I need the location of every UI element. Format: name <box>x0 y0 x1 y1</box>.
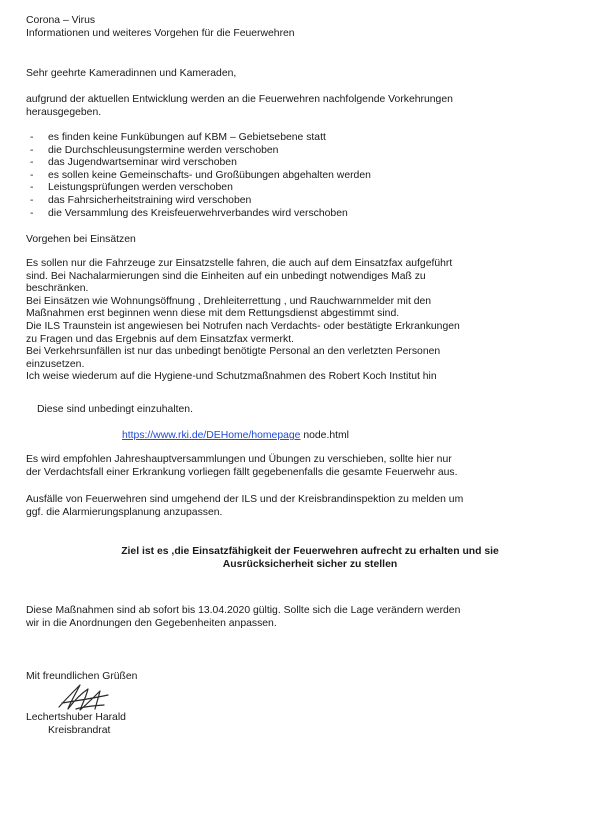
letter-header <box>26 15 596 40</box>
list-item-text: die Versammlung des Kreisfeuerwehrverbandes wird verschoben <box>48 207 348 219</box>
list-item <box>26 145 596 158</box>
body-line: Die ILS Traunstein ist angewiesen bei Notrufen nach Verdachts- oder bestätigte Erkrankungen <box>26 320 460 332</box>
body-line: beschränken. <box>26 283 89 295</box>
operations-paragraph <box>26 258 596 384</box>
body-line: Ich weise wiederum auf die Hygiene-und Schutzmaßnahmen des Robert Koch Institut hin <box>26 371 437 383</box>
validity-paragraph <box>26 605 596 630</box>
intro-line: aufgrund der aktuellen Entwicklung werden an die Feuerwehren nachfolgende Vorkehrungen <box>26 94 453 105</box>
body-line: sind. Bei Nachalarmierungen sind die Einheiten auf ein unbedingt notwendiges Maß zu <box>26 270 426 282</box>
intro-paragraph <box>26 94 596 119</box>
rki-link-line <box>122 430 522 443</box>
outages-paragraph <box>26 494 596 519</box>
list-item-text: das Jugendwartseminar wird verschoben <box>48 157 237 169</box>
bullet-dash: - <box>30 169 34 181</box>
body-line: Es wird empfohlen Jahreshauptversammlungen und Übungen zu verschieben, sollte hier nur <box>26 454 452 465</box>
bullet-dash: - <box>30 132 34 143</box>
list-item <box>26 195 596 208</box>
goal-line: Ausrücksicherheit sicher zu stellen <box>222 558 398 570</box>
list-item-text: die Durchschleusungstermine werden verschoben <box>48 144 279 156</box>
bullet-dash: - <box>30 144 34 156</box>
signature-block <box>26 712 596 737</box>
body-line: Ausfälle von Feuerwehren sind umgehend der ILS und der Kreisbrandinspektion zu melden um <box>26 494 464 505</box>
list-item <box>26 132 596 145</box>
must-comply-text: Diese sind unbedingt einzuhalten. <box>37 404 193 415</box>
goal-line: Ziel ist es ,die Einsatzfähigkeit der Feuerwehren aufrecht zu erhalten und sie <box>121 546 499 557</box>
body-line: Bei Verkehrsunfällen ist nur das unbedingt benötigte Personal an den verletzten Personen <box>26 346 441 358</box>
section-heading <box>26 234 596 247</box>
link-suffix: node.html <box>300 430 349 441</box>
must-comply <box>37 404 607 417</box>
handwritten-signature <box>56 679 112 715</box>
body-line: Bei Einsätzen wie Wohnungsöffnung , Drehleiterrettung , und Rauchwarnmelder mit den <box>26 295 432 307</box>
bullet-dash: - <box>30 157 34 169</box>
signer-title: Kreisbrandrat <box>48 724 111 736</box>
header-line-1: Corona – Virus <box>26 15 96 26</box>
measures-list <box>26 132 596 220</box>
body-line: Es sollen nur die Fahrzeuge zur Einsatzstelle fahren, die auch auf dem Einsatzfax aufgeführt <box>26 258 453 269</box>
body-line: zu Fragen und das Ergebnis auf dem Einsatzfax vermerkt. <box>26 333 294 345</box>
signer-name: Lechertshuber Harald <box>26 712 126 723</box>
rki-link[interactable]: https://www.rki.de/DEHome/homepage <box>122 430 301 441</box>
body-line: Diese Maßnahmen sind ab sofort bis 13.04.2020 gültig. Sollte sich die Lage verändern werden <box>26 605 461 616</box>
intro-line: herausgegeben. <box>26 106 102 118</box>
list-item-text: es sollen keine Gemeinschafts- und Großübungen abgehalten werden <box>48 169 371 181</box>
meetings-paragraph <box>26 454 596 479</box>
salutation <box>26 68 596 81</box>
list-item <box>26 208 596 221</box>
bullet-dash: - <box>30 194 34 206</box>
body-line: ggf. die Alarmierungsplanung anzupassen. <box>26 506 223 518</box>
header-line-2: Informationen und weiteres Vorgehen für die Feuerwehren <box>26 27 295 39</box>
bullet-dash: - <box>30 182 34 194</box>
closing-text: Mit freundlichen Grüßen <box>26 671 138 682</box>
list-item-text: das Fahrsicherheitstraining wird verschoben <box>48 194 252 206</box>
list-item-text: es finden keine Funkübungen auf KBM – Gebietsebene statt <box>48 132 326 143</box>
body-line: einzusetzen. <box>26 358 85 370</box>
salutation-text: Sehr geehrte Kameradinnen und Kameraden, <box>26 68 237 79</box>
section-heading-text: Vorgehen bei Einsätzen <box>26 234 136 245</box>
goal-statement <box>30 546 590 571</box>
list-item-text: Leistungsprüfungen werden verschoben <box>48 182 233 194</box>
body-line: wir in die Anordnungen den Gegebenheiten anpassen. <box>26 617 277 629</box>
body-line: Maßnahmen erst beginnen wenn diese mit dem Rettungsdienst abgestimmt sind. <box>26 308 400 320</box>
list-item <box>26 170 596 183</box>
list-item <box>26 157 596 170</box>
list-item <box>26 182 596 195</box>
bullet-dash: - <box>30 207 34 219</box>
body-line: der Verdachtsfall einer Erkrankung vorliegen fällt gegebenenfalls die gesamte Feuerwehr aus. <box>26 466 458 478</box>
